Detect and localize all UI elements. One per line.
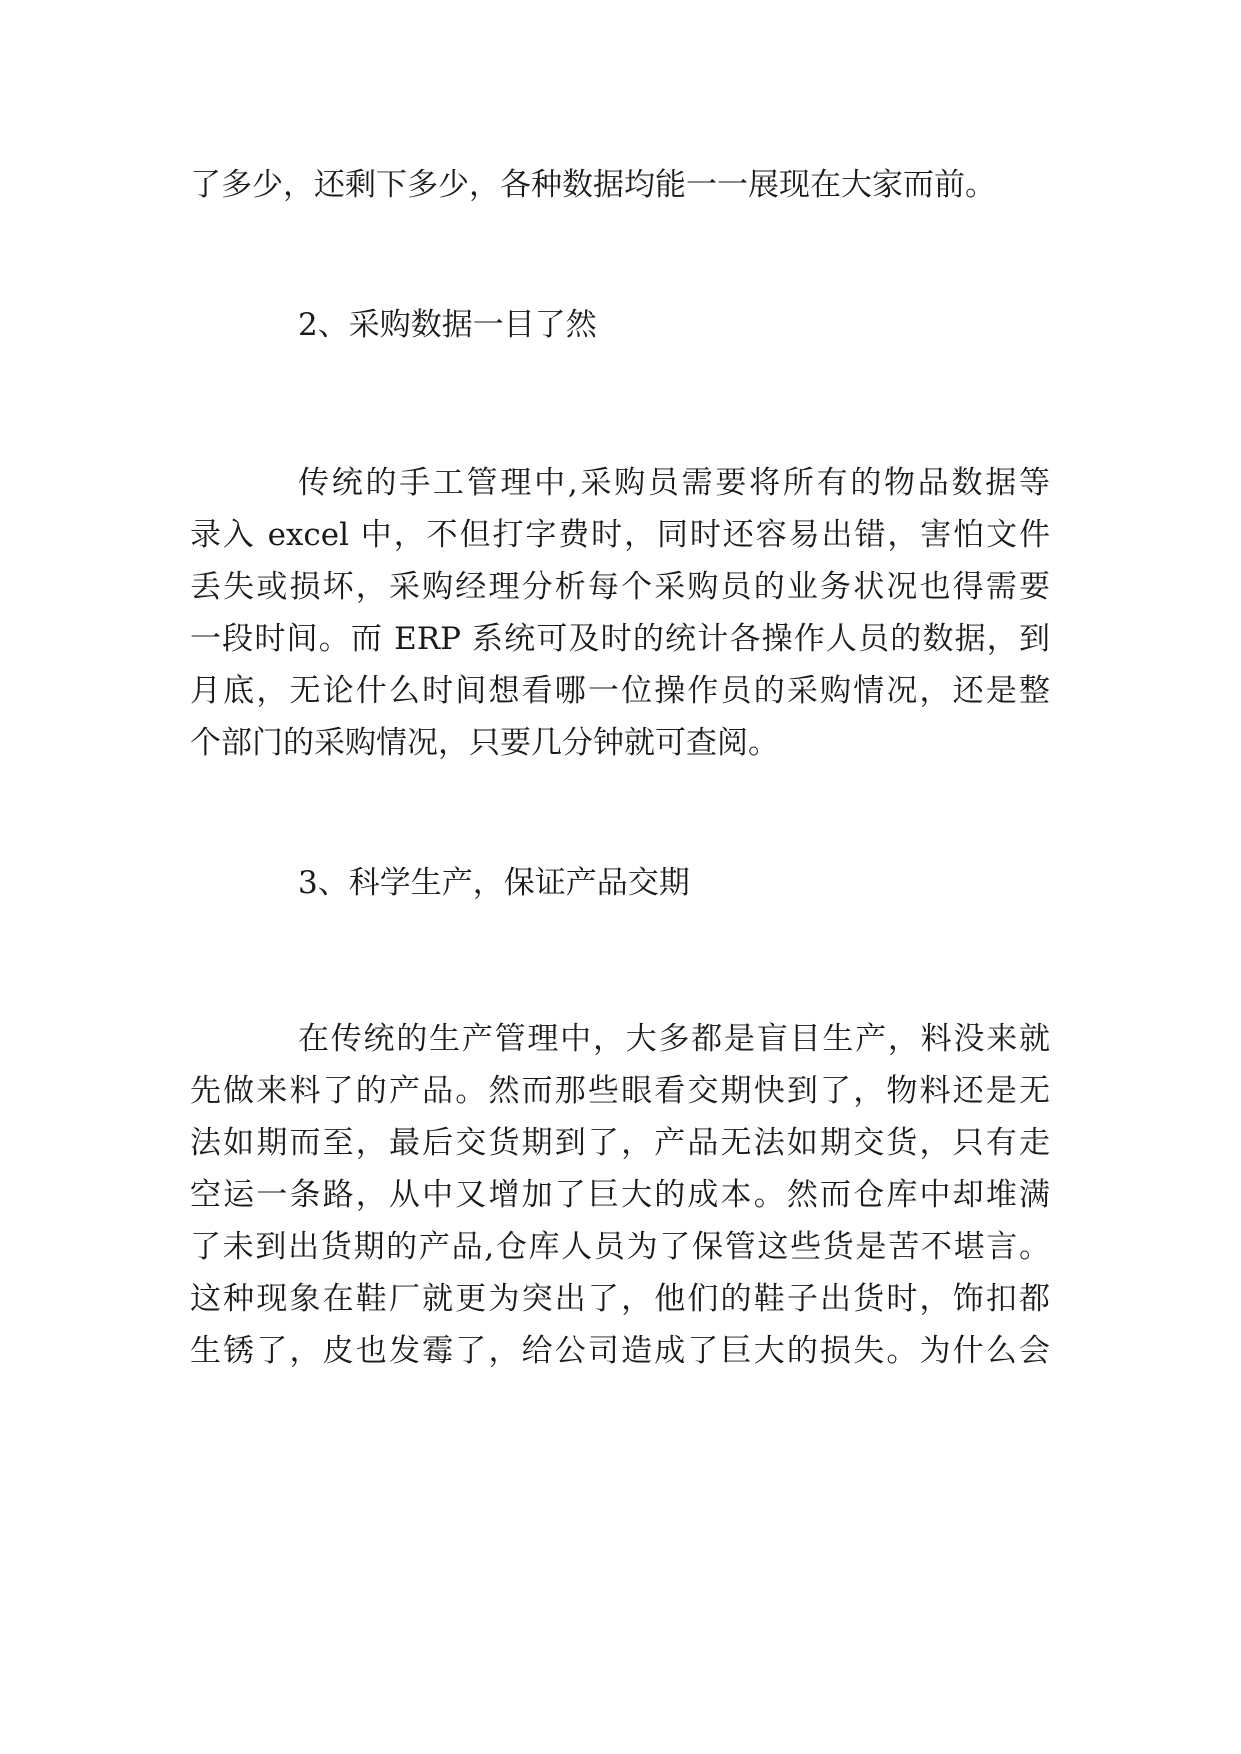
paragraph-line: 先做来料了的产品。然而那些眼看交期快到了，物料还是无: [190, 1073, 1050, 1109]
paragraph-line: 月底，无论什么时间想看哪一位操作员的采购情况，还是整: [190, 673, 1050, 709]
paragraph-line: 了多少，还剩下多少，各种数据均能一一展现在大家而前。: [190, 167, 996, 203]
paragraph-line: 传统的手工管理中,采购员需要将所有的物品数据等: [298, 465, 1050, 501]
paragraph-line: 一段时间。而 ERP 系统可及时的统计各操作人员的数据，到: [190, 621, 1050, 657]
paragraph-line: 在传统的生产管理中，大多都是盲目生产，料没来就: [298, 1021, 1050, 1057]
paragraph-line: 生锈了，皮也发霉了，给公司造成了巨大的损失。为什么会: [190, 1333, 1050, 1369]
paragraph-line: 这种现象在鞋厂就更为突出了，他们的鞋子出货时，饰扣都: [190, 1281, 1050, 1317]
paragraph-line: 了未到出货期的产品,仓库人员为了保管这些货是苦不堪言。: [190, 1229, 1050, 1265]
section-heading-3: 3、科学生产，保证产品交期: [298, 865, 690, 901]
paragraph-line: 空运一条路，从中又增加了巨大的成本。然而仓库中却堆满: [190, 1177, 1050, 1213]
paragraph-line: 法如期而至，最后交货期到了，产品无法如期交货，只有走: [190, 1125, 1050, 1161]
paragraph-line: 录入 excel 中，不但打字费时，同时还容易出错，害怕文件: [190, 517, 1050, 553]
paragraph-line: 丢失或损坏，采购经理分析每个采购员的业务状况也得需要: [190, 569, 1050, 605]
paragraph-line: 个部门的采购情况，只要几分钟就可查阅。: [190, 725, 779, 761]
section-heading-2: 2、采购数据一目了然: [298, 307, 597, 343]
